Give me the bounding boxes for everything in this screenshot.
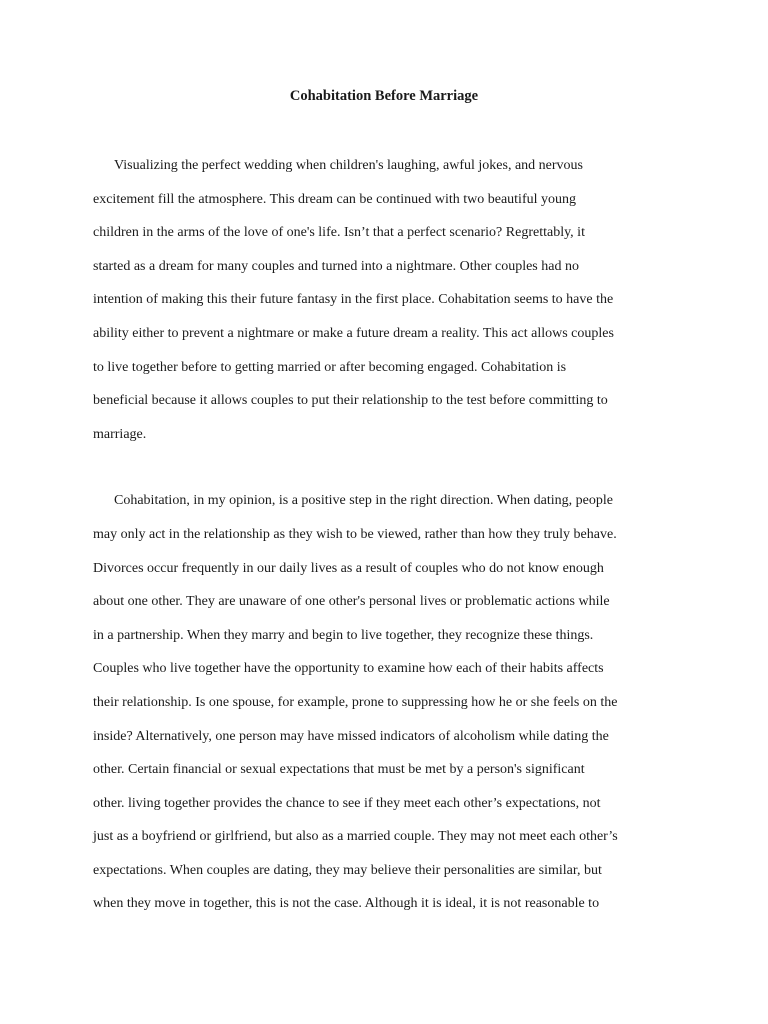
text-line: about one other. They are unaware of one other's personal lives or problematic actions while xyxy=(93,594,610,610)
text-line: in a partnership. When they marry and begin to live together, they recognize these things. xyxy=(93,627,594,643)
text-line: may only act in the relationship as they wish to be viewed, rather than how they truly behave. xyxy=(93,526,617,542)
text-line: Divorces occur frequently in our daily lives as a result of couples who do not know enough xyxy=(93,560,604,576)
paragraph-2 xyxy=(93,489,673,926)
text-line: marriage. xyxy=(93,426,147,442)
text-line: beneficial because it allows couples to put their relationship to the test before committing to xyxy=(93,393,608,409)
text-line: excitement fill the atmosphere. This dream can be continued with two beautiful young xyxy=(93,191,576,207)
text-line: Couples who live together have the opportunity to examine how each of their habits affects xyxy=(93,661,604,677)
document-title: Cohabitation Before Marriage xyxy=(289,88,479,104)
text-line: Visualizing the perfect wedding when children's laughing, awful jokes, and nervous xyxy=(114,158,583,173)
document-body xyxy=(93,154,673,926)
text-line: inside? Alternatively, one person may have missed indicators of alcoholism while dating the xyxy=(93,728,609,744)
paragraph-1 xyxy=(93,154,673,456)
text-line: other. Certain financial or sexual expectations that must be met by a person's significant xyxy=(93,762,585,778)
text-line: expectations. When couples are dating, they may believe their personalities are similar, but xyxy=(93,862,602,878)
text-line: children in the arms of the love of one's life. Isn’t that a perfect scenario? Regrettably, it xyxy=(93,225,585,241)
text-line: other. living together provides the chance to see if they meet each other’s expectations, not xyxy=(93,795,601,811)
text-line: started as a dream for many couples and turned into a nightmare. Other couples had no xyxy=(93,258,579,274)
text-line: their relationship. Is one spouse, for example, prone to suppressing how he or she feels on the xyxy=(93,694,618,710)
text-line: just as a boyfriend or girlfriend, but also as a married couple. They may not meet each other’s xyxy=(93,829,618,845)
text-line: Cohabitation, in my opinion, is a positive step in the right direction. When dating, people xyxy=(114,493,613,509)
text-line: when they move in together, this is not the case. Although it is ideal, it is not reasonable to xyxy=(93,896,600,912)
text-line: intention of making this their future fantasy in the first place. Cohabitation seems to have the xyxy=(93,292,614,308)
text-line: ability either to prevent a nightmare or make a future dream a reality. This act allows couples xyxy=(93,325,614,341)
text-line: to live together before to getting married or after becoming engaged. Cohabitation is xyxy=(93,359,567,375)
